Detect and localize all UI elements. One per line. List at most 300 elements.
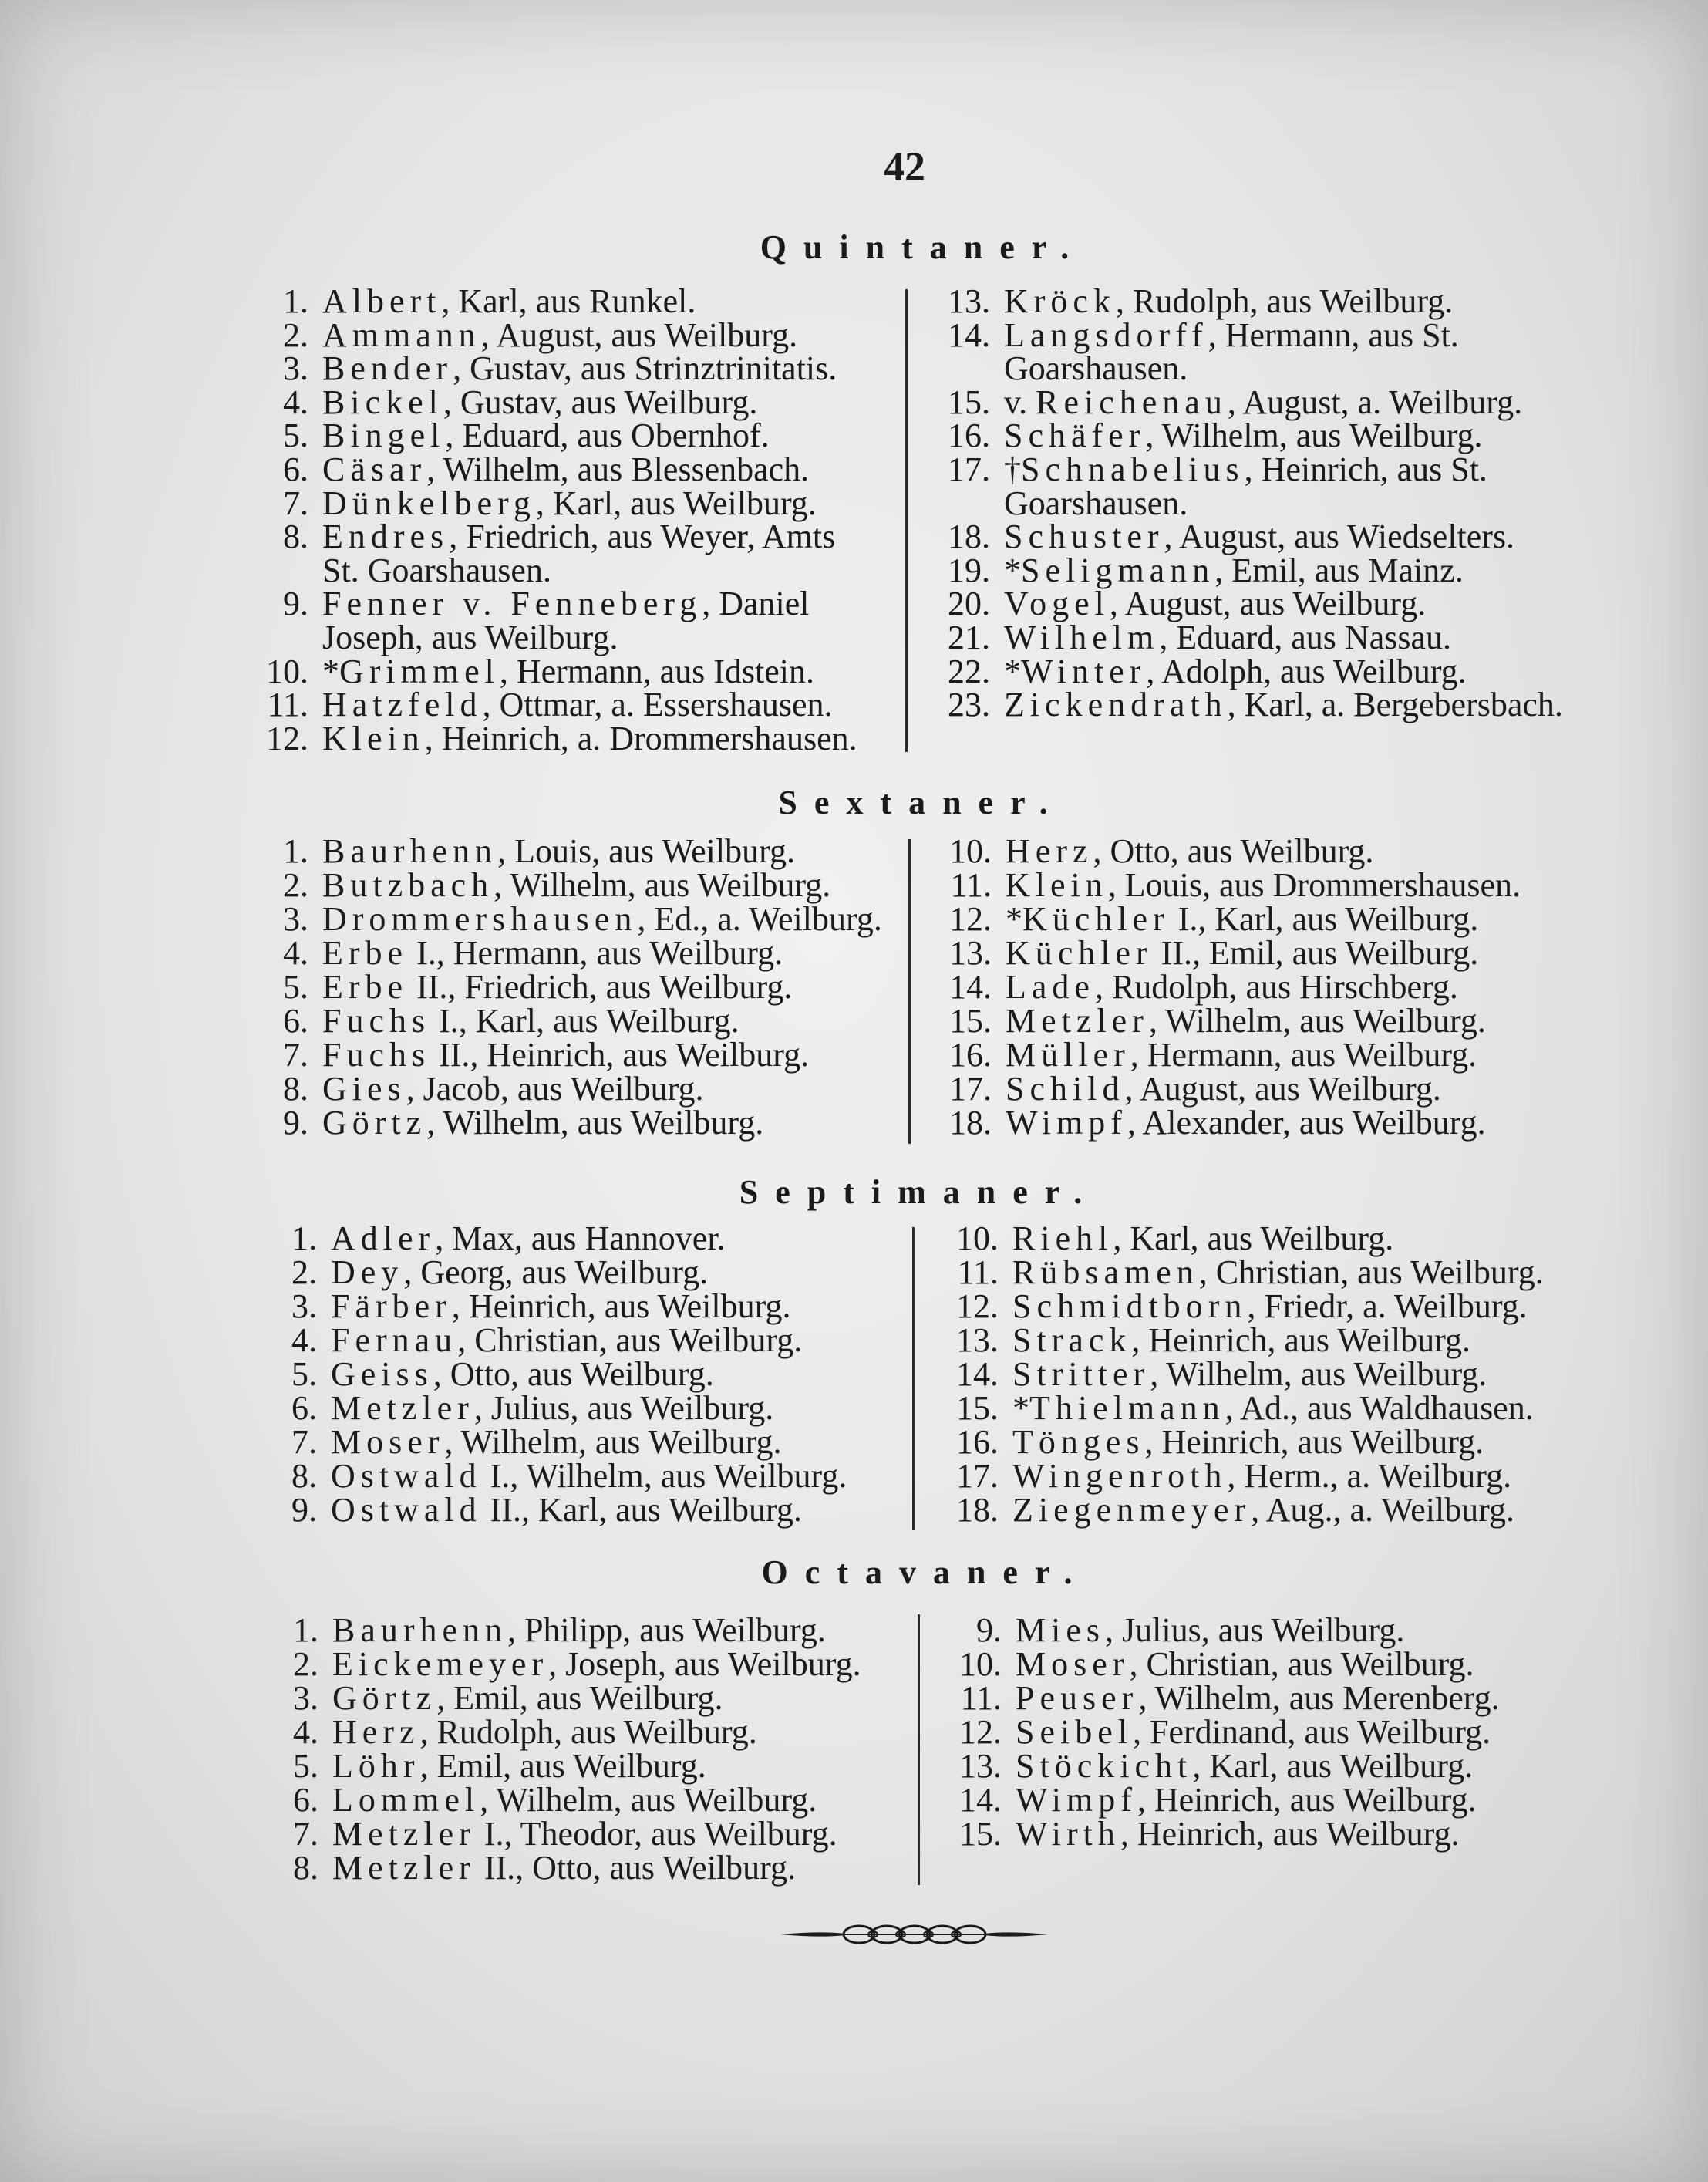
entry-continuation-line bbox=[247, 551, 857, 589]
student-entry bbox=[937, 1253, 1544, 1291]
entry-mark: * bbox=[1004, 551, 1021, 589]
entry-text bbox=[1016, 1681, 1500, 1715]
entry-line bbox=[255, 1391, 847, 1425]
entry-line bbox=[247, 688, 857, 722]
student-name: Herz bbox=[332, 1713, 420, 1751]
student-entry bbox=[247, 315, 857, 354]
student-details: , Philipp, aus Weilburg. bbox=[507, 1611, 826, 1649]
student-name: Dünkelberg bbox=[322, 484, 536, 522]
student-name: Wimpf bbox=[1006, 1104, 1127, 1142]
entry-line bbox=[247, 832, 882, 870]
entry-line bbox=[247, 652, 857, 690]
student-details: , Joseph, aus Weilburg. bbox=[548, 1645, 861, 1683]
entry-text bbox=[1012, 1459, 1511, 1493]
entry-line bbox=[257, 1611, 861, 1649]
student-name: Bender bbox=[322, 349, 453, 388]
entry-line bbox=[247, 902, 882, 936]
entry-line bbox=[928, 587, 1563, 621]
entry-number-spacer bbox=[928, 352, 990, 386]
entry-text bbox=[1004, 315, 1459, 354]
student-details: , Christian, aus Weilburg. bbox=[1198, 1253, 1544, 1291]
entry-text bbox=[322, 383, 758, 421]
student-name: Strack bbox=[1012, 1321, 1132, 1359]
student-entry bbox=[247, 383, 857, 421]
student-name: Albert bbox=[322, 282, 442, 320]
entry-number: 9. bbox=[291, 1491, 317, 1529]
right-column bbox=[940, 1611, 1500, 1853]
student-details: II., Emil, aus Weilburg. bbox=[1152, 934, 1479, 972]
entry-line bbox=[940, 1681, 1500, 1715]
student-details: , Otto, aus Weilburg. bbox=[1093, 832, 1374, 870]
entry-mark: † bbox=[1004, 450, 1021, 488]
entry-line bbox=[940, 1647, 1500, 1681]
entry-text bbox=[331, 1321, 803, 1359]
student-entry bbox=[928, 618, 1563, 656]
entry-line bbox=[928, 383, 1563, 421]
entry-text bbox=[322, 688, 832, 722]
entry-number: 11. bbox=[267, 686, 308, 724]
entry-number-spacer bbox=[247, 554, 308, 588]
student-entry bbox=[247, 902, 882, 936]
student-entry bbox=[937, 1493, 1544, 1527]
student-details: , August, aus Weilburg. bbox=[480, 315, 798, 354]
student-entry bbox=[247, 1004, 882, 1038]
student-name: Ziegenmeyer bbox=[1012, 1491, 1252, 1529]
entry-number: 21. bbox=[948, 618, 990, 656]
entry-line bbox=[937, 1253, 1544, 1291]
student-name: Klein bbox=[1006, 866, 1108, 904]
entry-number: 3. bbox=[293, 1679, 318, 1717]
student-details: , August, a. Weilburg. bbox=[1227, 383, 1523, 421]
entry-number: 18. bbox=[948, 518, 990, 556]
left-column bbox=[255, 1219, 847, 1529]
entry-number: 18. bbox=[956, 1491, 999, 1529]
student-entry bbox=[928, 520, 1563, 554]
student-entry bbox=[928, 587, 1563, 621]
entry-text bbox=[1006, 868, 1521, 902]
entry-text bbox=[1016, 1749, 1473, 1783]
entry-number: 16. bbox=[948, 417, 990, 455]
student-details: , Hermann, aus Weilburg. bbox=[1130, 1036, 1477, 1074]
entry-text bbox=[322, 970, 792, 1004]
entry-number: 6. bbox=[293, 1781, 318, 1819]
entry-text bbox=[332, 1817, 837, 1851]
entry-text bbox=[331, 1391, 773, 1425]
student-entry bbox=[247, 1038, 882, 1072]
entry-text bbox=[332, 1851, 796, 1885]
entry-text bbox=[1012, 1357, 1487, 1391]
student-entry bbox=[257, 1681, 861, 1715]
entry-line bbox=[257, 1715, 861, 1749]
entry-line bbox=[247, 484, 857, 522]
entry-line bbox=[937, 1321, 1544, 1359]
entry-text bbox=[1012, 1287, 1528, 1325]
student-name: Görtz bbox=[322, 1104, 427, 1142]
entry-line bbox=[247, 1106, 882, 1140]
entry-line bbox=[937, 1357, 1544, 1391]
entry-text bbox=[1006, 1038, 1477, 1072]
entry-text bbox=[331, 1253, 709, 1291]
student-name: Küchler bbox=[1006, 934, 1153, 972]
student-details: , Karl, aus Weilburg. bbox=[1113, 1219, 1394, 1257]
student-entry bbox=[928, 315, 1563, 388]
entry-text bbox=[332, 1749, 706, 1783]
student-name: Löhr bbox=[332, 1747, 420, 1785]
student-entry bbox=[940, 1681, 1500, 1715]
student-name: Küchler bbox=[1022, 900, 1170, 938]
student-name: Seligmann bbox=[1021, 551, 1215, 589]
entry-line bbox=[928, 688, 1563, 722]
entry-number-spacer bbox=[247, 621, 308, 655]
student-details: I., Wilhelm, aus Weilburg. bbox=[481, 1457, 847, 1495]
student-name: Lommel bbox=[332, 1781, 480, 1819]
entry-line bbox=[247, 1038, 882, 1072]
entry-number: 7. bbox=[283, 484, 308, 522]
entry-text bbox=[322, 282, 696, 320]
entry-line bbox=[257, 1817, 861, 1851]
entry-text bbox=[322, 719, 857, 757]
entry-number: 15. bbox=[948, 383, 990, 421]
entry-number: 15. bbox=[949, 1002, 992, 1040]
student-details: , Adolph, aus Weilburg. bbox=[1146, 652, 1467, 690]
student-details: , Aug., a. Weilburg. bbox=[1251, 1491, 1515, 1529]
entry-line bbox=[928, 419, 1563, 453]
entry-number: 14. bbox=[956, 1355, 999, 1393]
column-divider bbox=[912, 1227, 915, 1530]
student-entry bbox=[247, 868, 882, 902]
column-divider bbox=[918, 1614, 920, 1885]
entry-text bbox=[1006, 902, 1478, 936]
student-name: Mies bbox=[1016, 1611, 1105, 1649]
student-details: , Rudolph, aus Hirschberg. bbox=[1094, 968, 1458, 1006]
student-details: , Gustav, aus Strinztrinitatis. bbox=[453, 349, 837, 388]
student-name: Klein bbox=[322, 719, 425, 757]
student-details: , Eduard, aus Nassau. bbox=[1159, 618, 1451, 656]
ornament-left-taper bbox=[780, 1932, 845, 1936]
student-details: , Hermann, aus Idstein. bbox=[499, 652, 814, 690]
student-entry bbox=[928, 688, 1563, 722]
student-details: , Daniel bbox=[702, 585, 810, 623]
student-entry bbox=[255, 1287, 847, 1325]
student-name: Lade bbox=[1006, 968, 1095, 1006]
entry-number: 7. bbox=[291, 1423, 317, 1461]
entry-number: 9. bbox=[976, 1611, 1002, 1649]
ornament-chain bbox=[844, 1926, 985, 1943]
student-name: Vogel bbox=[1004, 585, 1110, 623]
entry-number: 9. bbox=[283, 1104, 308, 1142]
student-details: , Herm., a. Weilburg. bbox=[1227, 1457, 1512, 1495]
entry-number: 2. bbox=[283, 315, 308, 354]
student-name: Tönges bbox=[1012, 1423, 1145, 1461]
entry-text bbox=[1016, 1715, 1491, 1749]
entry-text bbox=[1012, 1425, 1484, 1459]
entry-continuation-line bbox=[928, 349, 1563, 388]
entry-text bbox=[332, 1681, 723, 1715]
entry-text bbox=[1006, 1106, 1486, 1140]
entry-text bbox=[322, 936, 783, 970]
student-entry bbox=[937, 1459, 1544, 1493]
entry-line bbox=[940, 1611, 1500, 1649]
entry-text bbox=[1004, 551, 1464, 589]
entry-line bbox=[247, 282, 857, 320]
student-entry bbox=[930, 902, 1521, 936]
student-entry bbox=[257, 1851, 861, 1885]
entry-line bbox=[255, 1425, 847, 1459]
entry-line bbox=[940, 1817, 1500, 1851]
student-name: Stöckicht bbox=[1016, 1747, 1193, 1785]
student-details: , Heinrich, aus Weilburg. bbox=[1120, 1815, 1460, 1853]
student-entry bbox=[247, 688, 857, 722]
left-column bbox=[247, 832, 882, 1142]
entry-line bbox=[937, 1219, 1544, 1257]
student-name: Hatzfeld bbox=[322, 686, 483, 724]
student-details: , Jacob, aus Weilburg. bbox=[406, 1070, 704, 1108]
student-name: Schild bbox=[1006, 1070, 1125, 1108]
student-name: Wimpf bbox=[1016, 1781, 1137, 1819]
entry-number: 6. bbox=[291, 1389, 317, 1427]
entry-text bbox=[332, 1715, 757, 1749]
right-column bbox=[928, 282, 1563, 724]
entry-line bbox=[255, 1287, 847, 1325]
student-details: , Eduard, aus Obernhof. bbox=[445, 417, 770, 455]
entry-number: 16. bbox=[956, 1423, 999, 1461]
student-entry bbox=[247, 587, 857, 654]
student-details: , Wilhelm, aus Blessenbach. bbox=[426, 450, 810, 488]
entry-line bbox=[928, 551, 1563, 589]
student-details: , Max, aus Hannover. bbox=[435, 1219, 726, 1257]
student-name: Ammann bbox=[322, 315, 481, 354]
student-name: Langsdorff bbox=[1004, 315, 1208, 354]
student-entry bbox=[255, 1459, 847, 1493]
student-entry bbox=[928, 383, 1563, 421]
entry-line bbox=[930, 868, 1521, 902]
student-details: , Hermann, aus St. bbox=[1208, 315, 1459, 354]
entry-line bbox=[247, 450, 857, 488]
student-entry bbox=[940, 1715, 1500, 1749]
entry-number: 5. bbox=[283, 968, 308, 1006]
entry-mark: * bbox=[1006, 900, 1022, 938]
entry-number: 15. bbox=[956, 1389, 999, 1427]
entry-line bbox=[247, 315, 857, 354]
student-details: , Friedrich, aus Weyer, Amts bbox=[449, 518, 836, 556]
student-name: Fenner v. Fenneberg bbox=[322, 585, 702, 623]
student-name: Moser bbox=[1016, 1645, 1130, 1683]
entry-text bbox=[322, 419, 770, 453]
student-name: Metzler bbox=[332, 1849, 476, 1887]
student-entry bbox=[257, 1817, 861, 1851]
entry-line bbox=[928, 618, 1563, 656]
entry-continuation-line bbox=[247, 618, 857, 656]
student-name: Schuster bbox=[1004, 518, 1164, 556]
decorative-ornament bbox=[779, 1917, 1050, 1951]
entry-number: 18. bbox=[949, 1104, 992, 1142]
entry-number: 3. bbox=[291, 1287, 317, 1325]
student-details: , Friedr, a. Weilburg. bbox=[1247, 1287, 1528, 1325]
entry-line bbox=[930, 1004, 1521, 1038]
entry-continuation: Goarshausen. bbox=[1004, 484, 1188, 522]
entry-number: 12. bbox=[266, 719, 308, 757]
entry-text bbox=[1016, 1783, 1477, 1817]
student-details: II., Heinrich, aus Weilburg. bbox=[430, 1036, 810, 1074]
entry-number: 10. bbox=[949, 832, 992, 870]
entry-number: 4. bbox=[283, 383, 308, 421]
student-name: Winter bbox=[1021, 652, 1147, 690]
ornament-right-taper bbox=[984, 1932, 1049, 1936]
student-entry bbox=[928, 551, 1563, 589]
entry-text bbox=[1004, 688, 1563, 722]
student-name: Reichenau bbox=[1036, 383, 1228, 421]
entry-line bbox=[255, 1219, 847, 1257]
student-name: Schäfer bbox=[1004, 417, 1146, 455]
student-details: , Christian, aus Weilburg. bbox=[1129, 1645, 1474, 1683]
entry-number: 22. bbox=[948, 652, 990, 690]
student-details: , Wilhelm, aus Weilburg. bbox=[480, 1781, 817, 1819]
entry-line bbox=[930, 1072, 1521, 1106]
student-details: , Wilhelm, aus Merenberg. bbox=[1138, 1679, 1500, 1717]
section-heading: Septimaner. bbox=[739, 1173, 1100, 1211]
entry-number: 13. bbox=[959, 1747, 1002, 1785]
student-name: Kröck bbox=[1004, 282, 1116, 320]
entry-text bbox=[1004, 383, 1523, 421]
student-name: Metzler bbox=[331, 1389, 474, 1427]
student-entry bbox=[930, 1038, 1521, 1072]
entry-number: 11. bbox=[960, 1679, 1002, 1717]
entry-number-spacer bbox=[928, 487, 990, 521]
student-entry bbox=[257, 1749, 861, 1783]
entry-continuation: Goarshausen. bbox=[1004, 349, 1188, 388]
student-details: , Georg, aus Weilburg. bbox=[403, 1253, 709, 1291]
entry-line bbox=[255, 1459, 847, 1493]
entry-line bbox=[247, 587, 857, 621]
student-name: Baurhenn bbox=[332, 1611, 508, 1649]
student-details: I., Karl, aus Weilburg. bbox=[430, 1002, 739, 1040]
entry-number: 13. bbox=[949, 934, 992, 972]
entry-text bbox=[1012, 1493, 1514, 1527]
entry-number: 19. bbox=[948, 551, 990, 589]
column-divider bbox=[905, 289, 908, 752]
entry-line bbox=[247, 719, 857, 757]
entry-text bbox=[331, 1493, 802, 1527]
entry-line bbox=[257, 1681, 861, 1715]
student-entry bbox=[930, 868, 1521, 902]
student-entry bbox=[255, 1321, 847, 1359]
entry-line bbox=[937, 1459, 1544, 1493]
entry-text bbox=[331, 1219, 726, 1257]
student-name: Görtz bbox=[332, 1679, 437, 1717]
student-details: II., Karl, aus Weilburg. bbox=[481, 1491, 802, 1529]
entry-number: 2. bbox=[283, 866, 308, 904]
entry-text bbox=[1004, 587, 1426, 621]
student-details: , Ferdinand, aus Weilburg. bbox=[1132, 1713, 1491, 1751]
student-details: , Christian, aus Weilburg. bbox=[457, 1321, 803, 1359]
entry-line bbox=[930, 1038, 1521, 1072]
entry-text bbox=[1016, 1611, 1405, 1649]
student-entry bbox=[257, 1783, 861, 1817]
student-name: Erbe bbox=[322, 934, 409, 972]
student-details: I., Theodor, aus Weilburg. bbox=[475, 1815, 837, 1853]
entry-mark: * bbox=[1012, 1389, 1029, 1427]
student-name: Fernau bbox=[331, 1321, 458, 1359]
student-details: , Emil, aus Mainz. bbox=[1214, 551, 1464, 589]
entry-text bbox=[322, 652, 814, 690]
student-details: , Wilhelm, aus Weilburg. bbox=[1145, 417, 1483, 455]
entry-line bbox=[930, 832, 1521, 870]
student-details: , Ad., aus Waldhausen. bbox=[1225, 1389, 1534, 1427]
student-details: , Heinrich, a. Drommershausen. bbox=[424, 719, 857, 757]
student-name: Bingel bbox=[322, 417, 446, 455]
student-details: , August, aus Weilburg. bbox=[1124, 1070, 1441, 1108]
student-entry bbox=[937, 1287, 1544, 1325]
entry-text bbox=[1016, 1647, 1474, 1681]
student-name: Metzler bbox=[1006, 1002, 1149, 1040]
entry-line bbox=[930, 936, 1521, 970]
entry-number: 10. bbox=[959, 1645, 1002, 1683]
entry-text bbox=[322, 315, 798, 354]
entry-continuation: St. Goarshausen. bbox=[322, 551, 551, 589]
student-name: Baurhenn bbox=[322, 832, 498, 870]
student-entry bbox=[255, 1493, 847, 1527]
entry-number: 1. bbox=[283, 282, 308, 320]
section-heading: Octavaner. bbox=[761, 1553, 1090, 1591]
student-entry bbox=[247, 484, 857, 522]
student-name: Ostwald bbox=[331, 1457, 482, 1495]
student-details: I., Karl, aus Weilburg. bbox=[1169, 900, 1479, 938]
entry-text bbox=[1006, 832, 1374, 870]
entry-line bbox=[255, 1493, 847, 1527]
student-name: Grimmel bbox=[339, 652, 500, 690]
student-entry bbox=[930, 970, 1521, 1004]
entry-number: 8. bbox=[293, 1849, 318, 1887]
student-entry bbox=[930, 1106, 1521, 1140]
student-details: , Otto, aus Weilburg. bbox=[433, 1355, 714, 1393]
entry-continuation: Joseph, aus Weilburg. bbox=[322, 618, 618, 656]
student-entry bbox=[940, 1611, 1500, 1649]
entry-number: 12. bbox=[956, 1287, 999, 1325]
student-name: Herz bbox=[1006, 832, 1093, 870]
entry-text bbox=[322, 868, 830, 902]
student-entry bbox=[937, 1425, 1544, 1459]
student-details: II., Friedrich, aus Weilburg. bbox=[408, 968, 793, 1006]
student-entry bbox=[937, 1391, 1544, 1425]
student-details: , August, aus Weilburg. bbox=[1109, 585, 1427, 623]
entry-line bbox=[937, 1425, 1544, 1459]
entry-line bbox=[247, 349, 857, 388]
entry-number: 9. bbox=[283, 585, 308, 623]
student-name: Endres bbox=[322, 518, 450, 556]
entry-text bbox=[332, 1647, 861, 1681]
student-entry bbox=[247, 282, 857, 320]
entry-number: 17. bbox=[956, 1457, 999, 1495]
entry-number: 10. bbox=[266, 652, 308, 690]
student-name: Wilhelm bbox=[1004, 618, 1160, 656]
entry-number: 14. bbox=[959, 1781, 1002, 1819]
entry-line bbox=[247, 936, 882, 970]
student-entry bbox=[940, 1817, 1500, 1851]
student-entry bbox=[247, 832, 882, 870]
entry-number: 15. bbox=[959, 1815, 1002, 1853]
entry-number: 8. bbox=[283, 1070, 308, 1108]
entry-text bbox=[1004, 282, 1454, 320]
entry-text bbox=[322, 520, 835, 554]
entry-number: 8. bbox=[283, 518, 308, 556]
entry-text bbox=[322, 1106, 763, 1140]
entry-line bbox=[937, 1493, 1544, 1527]
entry-number: 1. bbox=[291, 1219, 317, 1257]
entry-line bbox=[255, 1321, 847, 1359]
entry-number: 3. bbox=[283, 349, 308, 388]
entry-number: 4. bbox=[293, 1713, 318, 1751]
entry-text bbox=[322, 484, 817, 522]
